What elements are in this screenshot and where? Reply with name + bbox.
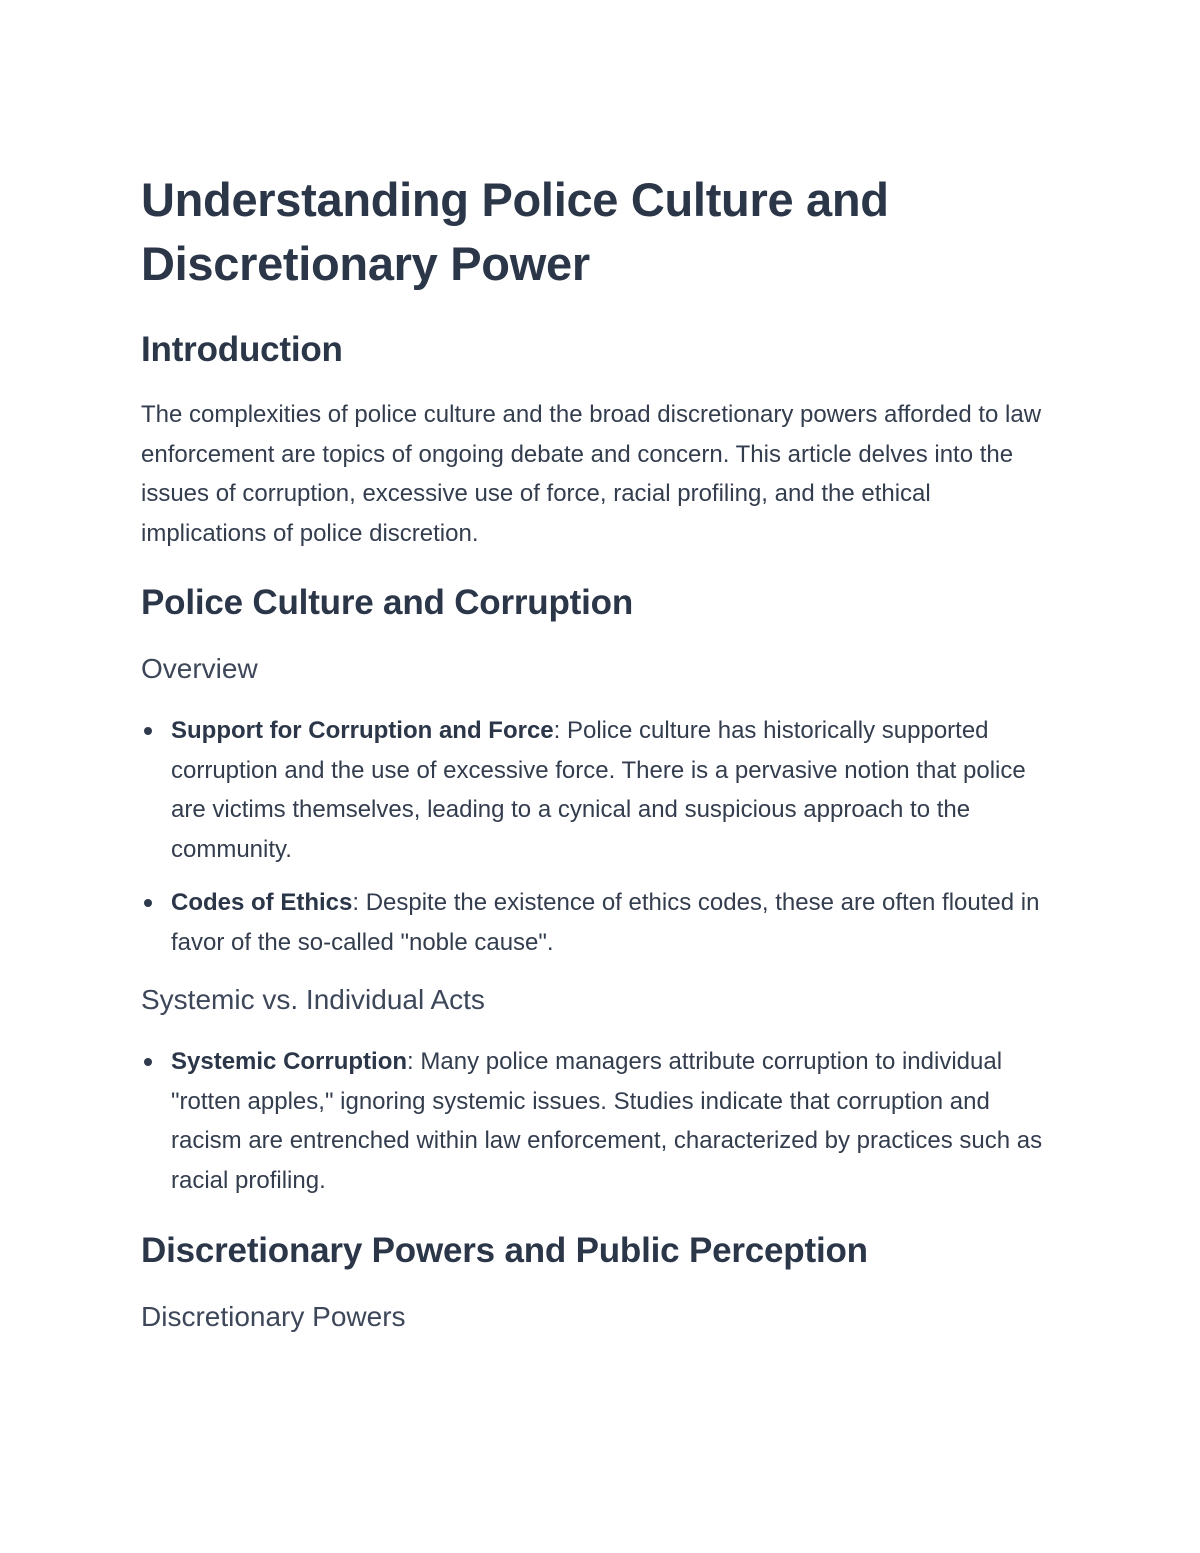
page-title: Understanding Police Culture and Discretionary Power [141,173,889,290]
list-item [141,1042,1061,1200]
systemic-heading: Systemic vs. Individual Acts [141,984,485,1015]
systemic-list [141,1042,1061,1200]
police-culture-heading: Police Culture and Corruption [141,583,633,622]
introduction-paragraph: The complexities of police culture and the broad discretionary powers afforded to law enforcement are topics of ongoing debate and concern. This article delves into the issues of corruption, excessive use of force, racial profiling, and the ethical implications of police discretion. [141,401,1042,547]
discretionary-powers-heading: Discretionary Powers and Public Perception [141,1231,868,1270]
bullet-icon [144,899,152,907]
list-item-term: Systemic Corruption [171,1048,408,1075]
overview-heading: Overview [141,653,258,684]
list-item-text: : Police culture has historically supported corruption and the use of excessive force. There is a pervasive notion that police are victims themselves, leading to a cynical and suspicious approach to the community. [171,717,1026,863]
list-item-term: Codes of Ethics [171,889,353,916]
document-page [141,168,1061,1335]
list-item [141,711,1061,869]
introduction-heading: Introduction [141,330,343,369]
list-item-text: : Despite the existence of ethics codes, these are often flouted in favor of the so-called "noble cause". [171,889,1040,956]
list-item [141,883,1061,962]
discretionary-powers-subheading: Discretionary Powers [141,1301,406,1332]
list-item-term: Support for Corruption and Force [171,717,554,744]
overview-list [141,711,1061,962]
bullet-icon [144,1058,152,1066]
bullet-icon [144,727,152,735]
list-item-text: : Many police managers attribute corruption to individual "rotten apples," ignoring systemic issues. Studies indicate that corruption and racism are entrenched within law enforcement, characterized by practices such as racial profiling. [171,1048,1043,1194]
